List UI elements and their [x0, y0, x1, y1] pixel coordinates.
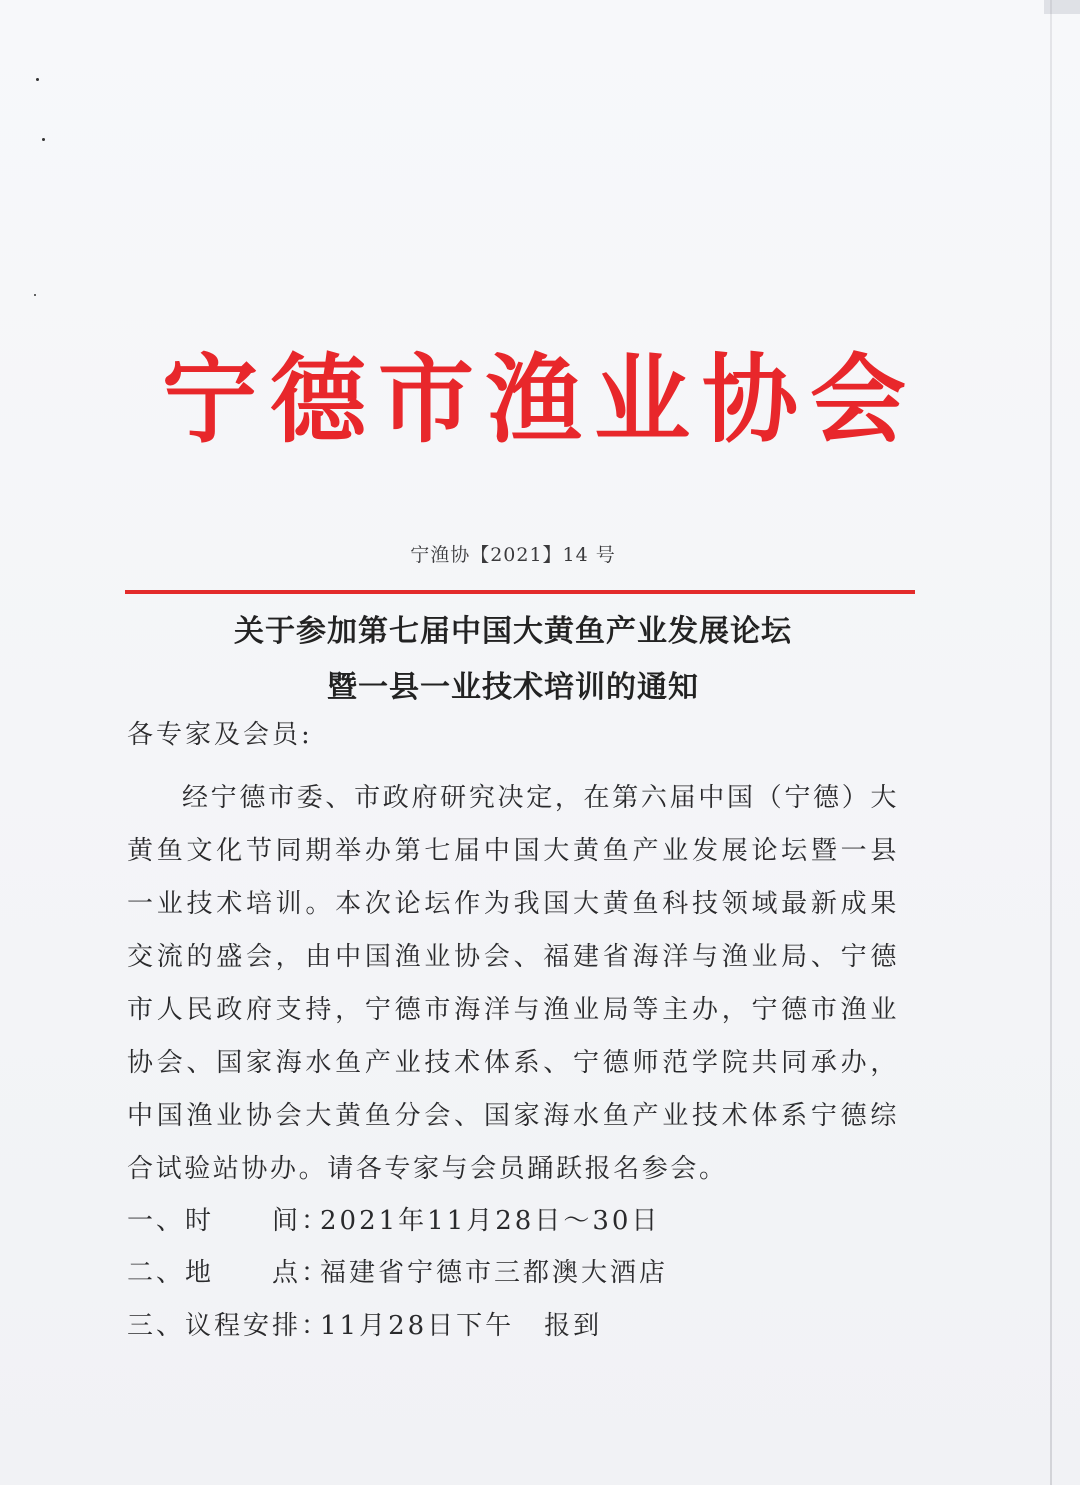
scan-speck [42, 138, 45, 141]
info-item-value: 福建省宁德市三都澳大酒店 [320, 1258, 669, 1288]
info-item-location [127, 1252, 668, 1289]
scan-edge-line [1050, 0, 1052, 1485]
info-item-label: 二、地 点： [127, 1258, 331, 1288]
info-item-label: 一、时 间： [127, 1206, 331, 1236]
red-divider-line [125, 590, 915, 594]
info-item-agenda [127, 1305, 602, 1342]
notice-title-line-2: 暨一县一业技术培训的通知 [327, 670, 699, 705]
info-item-value: 11月28日下午 [320, 1311, 515, 1341]
organization-masthead: 宁德市渔业协会 [162, 343, 918, 456]
scan-speck [36, 78, 39, 81]
info-item-extra: 报到 [544, 1311, 603, 1341]
salutation: 各专家及会员: [127, 720, 313, 750]
info-item-time [127, 1200, 660, 1237]
info-item-label: 三、议程安排： [127, 1311, 331, 1341]
body-paragraph: 经宁德市委、市政府研究决定，在第六届中国（宁德）大黄鱼文化节同期举办第七届中国大黄鱼产业发展论坛暨一县一业技术培训。本次论坛作为我国大黄鱼科技领域最新成果交流的盛会，由中国渔业协会、福建省海洋与渔业局、宁德市人民政府支持，宁德市海洋与渔业局等主办，宁德市渔业协会、国家海水鱼产业技术体系、宁德师范学院共同承办，中国渔业协会大黄鱼分会、国家海水鱼产业技术体系宁德综合试验站协办。请各专家与会员踊跃报名参会。 [127, 783, 899, 1184]
notice-title-line-1: 关于参加第七届中国大黄鱼产业发展论坛 [234, 614, 792, 649]
document-number: 宁渔协【2021】14 号 [410, 544, 616, 566]
info-item-value: 2021年11月28日～30日 [320, 1206, 661, 1236]
scan-speck [34, 294, 36, 296]
